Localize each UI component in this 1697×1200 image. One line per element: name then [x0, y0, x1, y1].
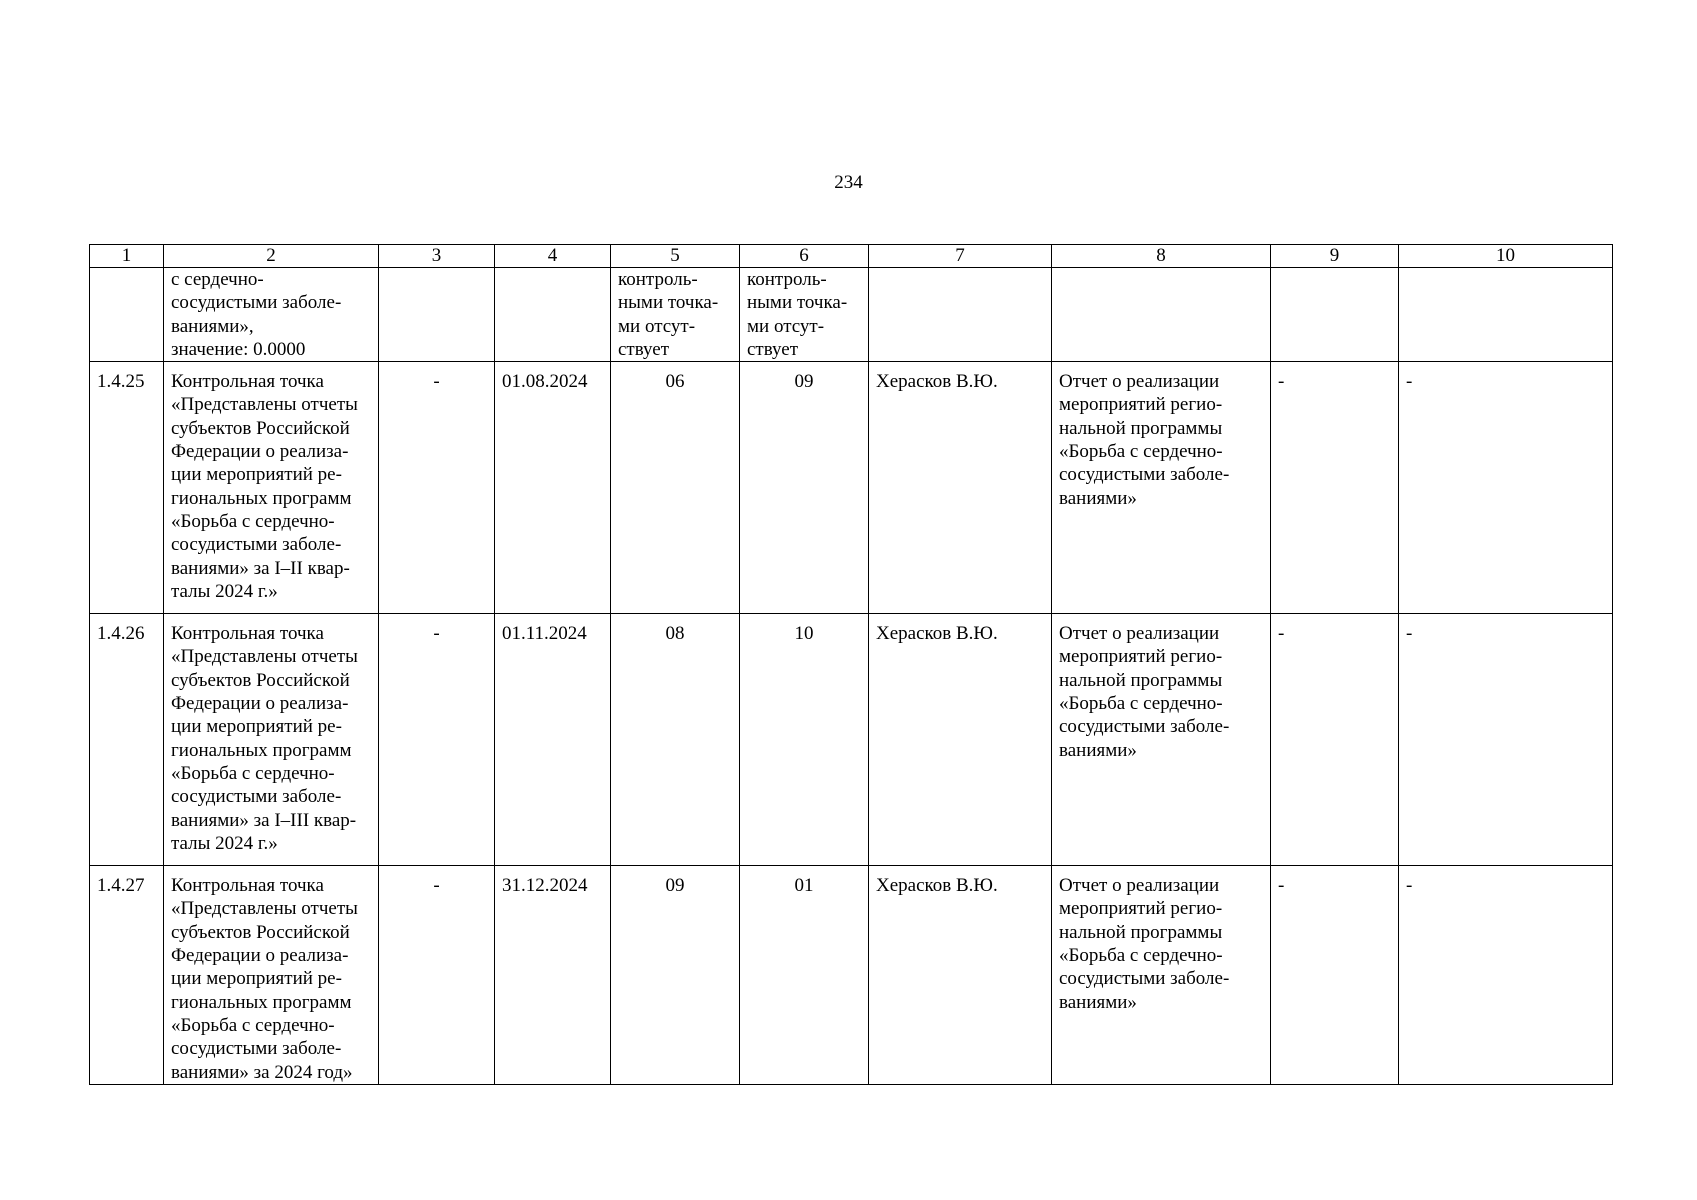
end-date-cell: 01.11.2024 — [495, 614, 611, 866]
column-number-row — [90, 245, 1613, 268]
column-number-header: 1 — [90, 245, 164, 268]
link-cell-a: 08 — [611, 614, 740, 866]
description-cell: Контрольная точка «Представлены отчеты субъектов Российской Федерации о реализа- ции мероприятий ре- гиональных программ «Борьба с сердечно- сосудистыми заболе- ваниями» за I–III квар- талы 2024 г.» — [164, 614, 379, 866]
link-cell-b: 01 — [740, 866, 869, 1085]
table-row — [90, 614, 1613, 866]
link-cell-b: 10 — [740, 614, 869, 866]
start-date-cell — [379, 268, 495, 362]
result-type-cell — [1052, 268, 1271, 362]
column-number-header: 2 — [164, 245, 379, 268]
column-number-header: 9 — [1271, 245, 1399, 268]
start-date-cell: - — [379, 866, 495, 1085]
table-row — [90, 362, 1613, 614]
control-points-table — [89, 244, 1613, 1085]
column-number-header: 8 — [1052, 245, 1271, 268]
end-date-cell — [495, 268, 611, 362]
column-number-header: 4 — [495, 245, 611, 268]
link-cell-a: 06 — [611, 362, 740, 614]
link-cell-a: 09 — [611, 866, 740, 1085]
end-date-cell: 31.12.2024 — [495, 866, 611, 1085]
link-cell-b: контроль- ными точка- ми отсут- ствует — [740, 268, 869, 362]
description-cell: Контрольная точка «Представлены отчеты субъектов Российской Федерации о реализа- ции мероприятий ре- гиональных программ «Борьба с сердечно- сосудистыми заболе- ваниями» за I–II квар- талы 2024 г.» — [164, 362, 379, 614]
column-number-header: 6 — [740, 245, 869, 268]
result-type-cell: Отчет о реализации мероприятий регио- нальной программы «Борьба с сердечно- сосудистыми заболе- ваниями» — [1052, 362, 1271, 614]
table-row-continuation — [90, 268, 1613, 362]
link-cell-b: 09 — [740, 362, 869, 614]
column-number-header: 10 — [1399, 245, 1613, 268]
notes-cell: - — [1399, 362, 1613, 614]
notes-cell: - — [1399, 866, 1613, 1085]
notes-cell — [1399, 268, 1613, 362]
end-date-cell: 01.08.2024 — [495, 362, 611, 614]
level-cell: - — [1271, 614, 1399, 866]
result-type-cell: Отчет о реализации мероприятий регио- нальной программы «Борьба с сердечно- сосудистыми заболе- ваниями» — [1052, 614, 1271, 866]
level-cell: - — [1271, 362, 1399, 614]
level-cell: - — [1271, 866, 1399, 1085]
column-number-header: 7 — [869, 245, 1052, 268]
start-date-cell: - — [379, 614, 495, 866]
page-number: 234 — [834, 172, 863, 193]
row-number-cell: 1.4.25 — [90, 362, 164, 614]
notes-cell: - — [1399, 614, 1613, 866]
result-type-cell: Отчет о реализации мероприятий регио- нальной программы «Борьба с сердечно- сосудистыми заболе- ваниями» — [1052, 866, 1271, 1085]
responsible-cell: Херасков В.Ю. — [869, 866, 1052, 1085]
responsible-cell: Херасков В.Ю. — [869, 362, 1052, 614]
responsible-cell: Херасков В.Ю. — [869, 614, 1052, 866]
row-number-cell: 1.4.26 — [90, 614, 164, 866]
responsible-cell — [869, 268, 1052, 362]
row-number-cell: 1.4.27 — [90, 866, 164, 1085]
description-cell: Контрольная точка «Представлены отчеты субъектов Российской Федерации о реализа- ции мероприятий ре- гиональных программ «Борьба с сердечно- сосудистыми заболе- ваниями» за 2024 год» — [164, 866, 379, 1085]
level-cell — [1271, 268, 1399, 362]
row-number-cell — [90, 268, 164, 362]
table-row — [90, 866, 1613, 1085]
start-date-cell: - — [379, 362, 495, 614]
column-number-header: 3 — [379, 245, 495, 268]
description-cell: с сердечно- сосудистыми заболе- ваниями», значение: 0.0000 — [164, 268, 379, 362]
column-number-header: 5 — [611, 245, 740, 268]
link-cell-a: контроль- ными точка- ми отсут- ствует — [611, 268, 740, 362]
